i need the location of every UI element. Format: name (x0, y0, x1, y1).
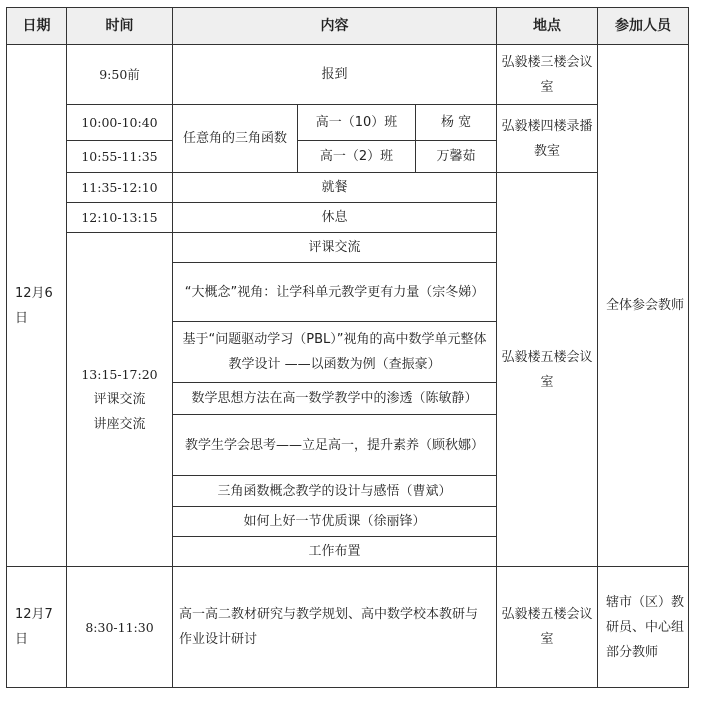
table-row (7, 173, 689, 203)
teacher-cell: 杨 宽 (416, 105, 497, 141)
location-cell: 弘毅楼五楼会议室 (497, 567, 598, 688)
table-row (7, 567, 689, 688)
header-content: 内容 (173, 8, 497, 45)
location-cell: 弘毅楼三楼会议室 (497, 45, 598, 105)
time-cell: 10:00-10:40 (67, 105, 173, 141)
content-cell: 高一高二教材研究与教学规划、高中数学校本教研与作业设计研讨 (173, 567, 497, 688)
header-time: 时间 (67, 8, 173, 45)
agenda-item: 基于“问题驱动学习（PBL）”视角的高中数学单元整体教学设计 ——以函数为例（查振豪） (173, 322, 497, 383)
time-cell: 9:50前 (67, 45, 173, 105)
time-cell: 12:10-13:15 (67, 203, 173, 233)
class-cell: 高一（10）班 (298, 105, 416, 141)
afternoon-label-1: 评课交流 (93, 392, 146, 407)
agenda-item: 工作布置 (173, 537, 497, 567)
class-cell: 高一（2）班 (298, 141, 416, 173)
agenda-item: 三角函数概念教学的设计与感悟（曹斌） (173, 476, 497, 507)
header-location: 地点 (497, 8, 598, 45)
time-cell: 10:55-11:35 (67, 141, 173, 173)
lesson-topic-cell: 任意角的三角函数 (173, 105, 298, 173)
participants-cell-day1: 全体参会教师 (598, 45, 689, 567)
date-cell-day2: 12月7日 (7, 567, 67, 688)
header-row (7, 8, 689, 45)
time-cell: 11:35-12:10 (67, 173, 173, 203)
agenda-item: 如何上好一节优质课（徐丽锋） (173, 507, 497, 537)
teacher-cell: 万馨茹 (416, 141, 497, 173)
agenda-item: 教学生学会思考——立足高一，提升素养（顾秋娜） (173, 415, 497, 476)
location-cell: 弘毅楼五楼会议室 (497, 173, 598, 567)
location-cell: 弘毅楼四楼录播教室 (497, 105, 598, 173)
schedule-table (6, 7, 689, 688)
header-participants: 参加人员 (598, 8, 689, 45)
content-cell: 休息 (173, 203, 497, 233)
agenda-item: 评课交流 (173, 233, 497, 263)
date-cell-day1: 12月6日 (7, 45, 67, 567)
time-cell: 8:30-11:30 (67, 567, 173, 688)
header-date: 日期 (7, 8, 67, 45)
afternoon-label-2: 讲座交流 (93, 417, 146, 432)
afternoon-time-cell (67, 233, 173, 567)
afternoon-time: 13:15-17:20 (81, 367, 158, 382)
participants-cell-day2: 辖市（区）教研员、中心组部分教师 (598, 567, 689, 688)
content-cell: 报到 (173, 45, 497, 105)
table-row (7, 45, 689, 105)
agenda-item: 数学思想方法在高一数学教学中的渗透（陈敏静） (173, 383, 497, 415)
content-cell: 就餐 (173, 173, 497, 203)
table-row (7, 105, 689, 141)
agenda-item: “大概念”视角：让学科单元教学更有力量（宗冬娣） (173, 263, 497, 322)
